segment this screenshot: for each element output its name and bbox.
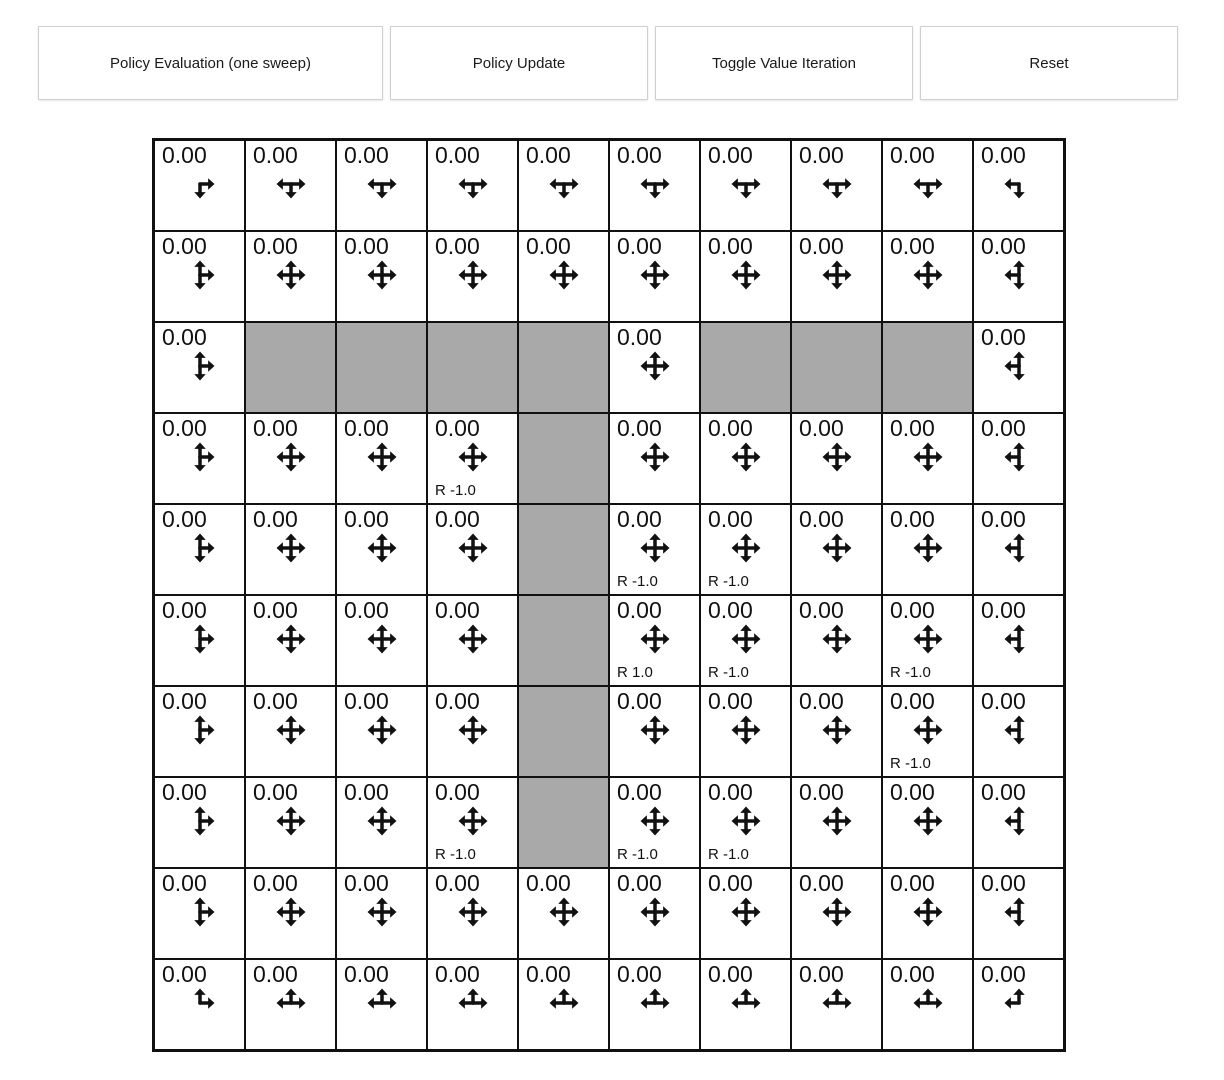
grid-cell	[245, 140, 336, 231]
grid-cell	[700, 504, 791, 595]
policy-arrows-icon	[458, 897, 488, 927]
grid-cell	[973, 322, 1064, 413]
grid-cell	[427, 686, 518, 777]
state-value: 0.00	[981, 233, 1026, 259]
state-value: 0.00	[435, 233, 480, 259]
grid-cell	[336, 231, 427, 322]
grid-cell	[609, 868, 700, 959]
state-value: 0.00	[890, 415, 935, 441]
grid-cell	[609, 504, 700, 595]
grid-cell	[882, 595, 973, 686]
state-value: 0.00	[162, 597, 207, 623]
reward-label: R -1.0	[617, 573, 658, 590]
grid-cell	[154, 322, 245, 413]
grid-cell	[245, 959, 336, 1050]
state-value: 0.00	[708, 415, 753, 441]
wall-cell	[882, 322, 973, 413]
grid-cell	[154, 868, 245, 959]
policy-arrows-icon	[640, 897, 670, 927]
grid-cell	[609, 686, 700, 777]
policy-arrows-icon	[640, 715, 670, 745]
grid-cell	[609, 231, 700, 322]
policy-arrows-icon	[913, 624, 943, 654]
state-value: 0.00	[708, 506, 753, 532]
toggle-value-iteration-button[interactable]: Toggle Value Iteration	[655, 26, 913, 100]
policy-arrows-icon	[367, 897, 397, 927]
policy-arrows-icon	[640, 351, 670, 381]
grid-cell	[609, 777, 700, 868]
policy-arrows-icon	[731, 806, 761, 836]
policy-arrows-icon	[367, 169, 397, 199]
state-value: 0.00	[799, 233, 844, 259]
state-value: 0.00	[344, 961, 389, 987]
wall-cell	[700, 322, 791, 413]
state-value: 0.00	[344, 870, 389, 896]
state-value: 0.00	[344, 779, 389, 805]
grid-cell	[973, 504, 1064, 595]
wall-cell	[518, 504, 609, 595]
state-value: 0.00	[253, 597, 298, 623]
policy-arrows-icon	[1004, 533, 1034, 563]
policy-arrows-icon	[276, 624, 306, 654]
state-value: 0.00	[435, 688, 480, 714]
policy-arrows-icon	[458, 533, 488, 563]
state-value: 0.00	[799, 506, 844, 532]
grid-cell	[336, 959, 427, 1050]
policy-arrows-icon	[913, 988, 943, 1018]
state-value: 0.00	[435, 597, 480, 623]
grid-cell	[427, 777, 518, 868]
grid-cell	[791, 868, 882, 959]
state-value: 0.00	[162, 142, 207, 168]
policy-arrows-icon	[185, 169, 215, 199]
state-value: 0.00	[708, 142, 753, 168]
grid-cell	[245, 231, 336, 322]
state-value: 0.00	[890, 142, 935, 168]
state-value: 0.00	[253, 870, 298, 896]
wall-cell	[336, 322, 427, 413]
policy-arrows-icon	[822, 988, 852, 1018]
policy-arrows-icon	[913, 442, 943, 472]
state-value: 0.00	[617, 415, 662, 441]
policy-arrows-icon	[1004, 351, 1034, 381]
reward-label: R -1.0	[617, 846, 658, 863]
policy-arrows-icon	[458, 715, 488, 745]
state-value: 0.00	[617, 142, 662, 168]
state-value: 0.00	[617, 324, 662, 350]
grid-cell	[700, 595, 791, 686]
state-value: 0.00	[253, 142, 298, 168]
policy-arrows-icon	[185, 897, 215, 927]
state-value: 0.00	[617, 961, 662, 987]
policy-arrows-icon	[185, 260, 215, 290]
state-value: 0.00	[799, 779, 844, 805]
grid-cell	[882, 868, 973, 959]
state-value: 0.00	[799, 961, 844, 987]
reward-label: R -1.0	[708, 573, 749, 590]
grid-cell	[336, 868, 427, 959]
reward-label: R 1.0	[617, 664, 653, 681]
state-value: 0.00	[981, 779, 1026, 805]
policy-arrows-icon	[276, 988, 306, 1018]
state-value: 0.00	[435, 870, 480, 896]
policy-arrows-icon	[276, 715, 306, 745]
state-value: 0.00	[617, 233, 662, 259]
policy-arrows-icon	[276, 260, 306, 290]
grid-cell	[154, 413, 245, 504]
state-value: 0.00	[890, 779, 935, 805]
grid-cell	[791, 504, 882, 595]
reward-label: R -1.0	[708, 846, 749, 863]
policy-arrows-icon	[185, 442, 215, 472]
wall-cell	[245, 322, 336, 413]
state-value: 0.00	[162, 779, 207, 805]
grid-cell	[154, 504, 245, 595]
grid-cell	[245, 413, 336, 504]
grid-cell	[973, 595, 1064, 686]
policy-arrows-icon	[458, 169, 488, 199]
state-value: 0.00	[890, 870, 935, 896]
policy-arrows-icon	[1004, 897, 1034, 927]
grid-cell	[973, 140, 1064, 231]
state-value: 0.00	[435, 506, 480, 532]
policy-arrows-icon	[458, 260, 488, 290]
policy-arrows-icon	[640, 442, 670, 472]
state-value: 0.00	[617, 779, 662, 805]
grid-cell	[700, 959, 791, 1050]
wall-cell	[791, 322, 882, 413]
grid-cell	[700, 231, 791, 322]
grid-cell	[427, 504, 518, 595]
policy-arrows-icon	[549, 260, 579, 290]
reset-button[interactable]: Reset	[920, 26, 1178, 100]
policy-arrows-icon	[185, 806, 215, 836]
policy-update-button[interactable]: Policy Update	[390, 26, 648, 100]
grid-cell	[245, 504, 336, 595]
grid-cell	[336, 595, 427, 686]
state-value: 0.00	[344, 506, 389, 532]
grid-cell	[882, 777, 973, 868]
policy-arrows-icon	[185, 351, 215, 381]
grid-cell	[427, 413, 518, 504]
grid-cell	[154, 777, 245, 868]
state-value: 0.00	[162, 415, 207, 441]
policy-arrows-icon	[276, 897, 306, 927]
grid-cell	[700, 777, 791, 868]
grid-cell	[518, 140, 609, 231]
grid-cell	[791, 595, 882, 686]
policy-evaluation-button[interactable]: Policy Evaluation (one sweep)	[38, 26, 383, 100]
grid-cell	[427, 140, 518, 231]
policy-arrows-icon	[640, 260, 670, 290]
wall-cell	[427, 322, 518, 413]
state-value: 0.00	[708, 597, 753, 623]
grid-cell	[973, 959, 1064, 1050]
policy-arrows-icon	[822, 715, 852, 745]
wall-cell	[518, 322, 609, 413]
state-value: 0.00	[708, 688, 753, 714]
state-value: 0.00	[344, 688, 389, 714]
policy-arrows-icon	[731, 988, 761, 1018]
policy-arrows-icon	[731, 897, 761, 927]
grid-cell	[336, 686, 427, 777]
policy-arrows-icon	[640, 988, 670, 1018]
toolbar	[38, 26, 1178, 100]
grid-cell	[700, 413, 791, 504]
state-value: 0.00	[253, 415, 298, 441]
grid-cell	[700, 686, 791, 777]
grid-cell	[518, 231, 609, 322]
policy-arrows-icon	[913, 169, 943, 199]
state-value: 0.00	[253, 233, 298, 259]
grid-cell	[791, 231, 882, 322]
state-value: 0.00	[799, 415, 844, 441]
state-value: 0.00	[344, 233, 389, 259]
grid-cell	[882, 231, 973, 322]
state-value: 0.00	[617, 870, 662, 896]
state-value: 0.00	[617, 688, 662, 714]
policy-arrows-icon	[367, 715, 397, 745]
grid-cell	[973, 868, 1064, 959]
policy-arrows-icon	[185, 715, 215, 745]
policy-arrows-icon	[822, 260, 852, 290]
policy-arrows-icon	[731, 715, 761, 745]
policy-arrows-icon	[1004, 988, 1034, 1018]
state-value: 0.00	[981, 870, 1026, 896]
state-value: 0.00	[890, 688, 935, 714]
state-value: 0.00	[981, 142, 1026, 168]
reward-label: R -1.0	[435, 846, 476, 863]
grid-cell	[336, 777, 427, 868]
policy-arrows-icon	[640, 624, 670, 654]
policy-arrows-icon	[185, 988, 215, 1018]
state-value: 0.00	[162, 506, 207, 532]
grid-cell	[973, 777, 1064, 868]
state-value: 0.00	[162, 324, 207, 350]
policy-arrows-icon	[731, 260, 761, 290]
state-value: 0.00	[890, 506, 935, 532]
wall-cell	[518, 595, 609, 686]
grid-cell	[336, 413, 427, 504]
grid-cell	[154, 686, 245, 777]
grid-cell	[882, 504, 973, 595]
grid-cell	[427, 231, 518, 322]
policy-arrows-icon	[731, 624, 761, 654]
policy-arrows-icon	[640, 533, 670, 563]
reward-label: R -1.0	[435, 482, 476, 499]
grid-cell	[609, 959, 700, 1050]
grid-cell	[427, 959, 518, 1050]
policy-arrows-icon	[276, 806, 306, 836]
state-value: 0.00	[162, 961, 207, 987]
policy-arrows-icon	[458, 806, 488, 836]
grid-cell	[154, 140, 245, 231]
grid-cell	[154, 231, 245, 322]
grid-cell	[882, 686, 973, 777]
state-value: 0.00	[435, 779, 480, 805]
state-value: 0.00	[708, 233, 753, 259]
policy-arrows-icon	[185, 533, 215, 563]
wall-cell	[518, 413, 609, 504]
state-value: 0.00	[526, 870, 571, 896]
state-value: 0.00	[981, 415, 1026, 441]
state-value: 0.00	[981, 688, 1026, 714]
policy-arrows-icon	[1004, 260, 1034, 290]
state-value: 0.00	[799, 870, 844, 896]
policy-arrows-icon	[1004, 442, 1034, 472]
grid-cell	[609, 140, 700, 231]
policy-arrows-icon	[458, 624, 488, 654]
policy-arrows-icon	[822, 624, 852, 654]
policy-arrows-icon	[367, 442, 397, 472]
grid-cell	[245, 595, 336, 686]
policy-arrows-icon	[731, 169, 761, 199]
grid-cell	[882, 959, 973, 1050]
grid-cell	[700, 140, 791, 231]
policy-arrows-icon	[822, 897, 852, 927]
state-value: 0.00	[708, 779, 753, 805]
policy-arrows-icon	[458, 988, 488, 1018]
state-value: 0.00	[253, 961, 298, 987]
grid-cell	[882, 140, 973, 231]
policy-arrows-icon	[549, 169, 579, 199]
policy-arrows-icon	[185, 624, 215, 654]
grid-cell	[609, 595, 700, 686]
grid-cell	[427, 595, 518, 686]
policy-arrows-icon	[367, 533, 397, 563]
grid-cell	[154, 595, 245, 686]
grid-cell	[518, 868, 609, 959]
grid-cell	[609, 413, 700, 504]
policy-arrows-icon	[1004, 806, 1034, 836]
state-value: 0.00	[708, 870, 753, 896]
state-value: 0.00	[981, 324, 1026, 350]
state-value: 0.00	[253, 688, 298, 714]
reward-label: R -1.0	[890, 755, 931, 772]
policy-arrows-icon	[276, 169, 306, 199]
state-value: 0.00	[708, 961, 753, 987]
grid-cell	[427, 868, 518, 959]
gridworld	[152, 138, 1066, 1052]
grid-cell	[973, 686, 1064, 777]
grid-cell	[973, 413, 1064, 504]
state-value: 0.00	[435, 415, 480, 441]
grid-cell	[245, 686, 336, 777]
policy-arrows-icon	[367, 806, 397, 836]
grid-cell	[791, 686, 882, 777]
state-value: 0.00	[799, 142, 844, 168]
wall-cell	[518, 777, 609, 868]
reward-label: R -1.0	[890, 664, 931, 681]
state-value: 0.00	[162, 688, 207, 714]
state-value: 0.00	[981, 597, 1026, 623]
state-value: 0.00	[890, 233, 935, 259]
grid-cell	[791, 140, 882, 231]
reward-label: R -1.0	[708, 664, 749, 681]
grid-cell	[791, 777, 882, 868]
policy-arrows-icon	[640, 806, 670, 836]
state-value: 0.00	[162, 233, 207, 259]
state-value: 0.00	[344, 142, 389, 168]
state-value: 0.00	[253, 779, 298, 805]
state-value: 0.00	[253, 506, 298, 532]
policy-arrows-icon	[822, 442, 852, 472]
state-value: 0.00	[344, 597, 389, 623]
policy-arrows-icon	[731, 533, 761, 563]
policy-arrows-icon	[1004, 624, 1034, 654]
policy-arrows-icon	[458, 442, 488, 472]
state-value: 0.00	[890, 597, 935, 623]
policy-arrows-icon	[367, 988, 397, 1018]
state-value: 0.00	[799, 688, 844, 714]
grid-cell	[973, 231, 1064, 322]
policy-arrows-icon	[913, 533, 943, 563]
policy-arrows-icon	[276, 442, 306, 472]
policy-arrows-icon	[276, 533, 306, 563]
policy-arrows-icon	[367, 624, 397, 654]
policy-arrows-icon	[640, 169, 670, 199]
grid-cell	[154, 959, 245, 1050]
state-value: 0.00	[526, 142, 571, 168]
grid-cell	[882, 413, 973, 504]
policy-arrows-icon	[913, 715, 943, 745]
grid-cell	[518, 959, 609, 1050]
policy-arrows-icon	[913, 806, 943, 836]
state-value: 0.00	[344, 415, 389, 441]
grid-cell	[245, 868, 336, 959]
state-value: 0.00	[617, 597, 662, 623]
state-value: 0.00	[526, 961, 571, 987]
state-value: 0.00	[526, 233, 571, 259]
policy-arrows-icon	[913, 260, 943, 290]
grid-cell	[245, 777, 336, 868]
state-value: 0.00	[435, 142, 480, 168]
state-value: 0.00	[890, 961, 935, 987]
policy-arrows-icon	[549, 988, 579, 1018]
grid-cell	[700, 868, 791, 959]
grid-cell	[791, 413, 882, 504]
policy-arrows-icon	[731, 442, 761, 472]
grid-cell	[791, 959, 882, 1050]
policy-arrows-icon	[1004, 169, 1034, 199]
state-value: 0.00	[617, 506, 662, 532]
policy-arrows-icon	[822, 169, 852, 199]
policy-arrows-icon	[1004, 715, 1034, 745]
policy-arrows-icon	[549, 897, 579, 927]
state-value: 0.00	[435, 961, 480, 987]
grid-cell	[609, 322, 700, 413]
policy-arrows-icon	[822, 533, 852, 563]
wall-cell	[518, 686, 609, 777]
state-value: 0.00	[981, 506, 1026, 532]
state-value: 0.00	[162, 870, 207, 896]
policy-arrows-icon	[822, 806, 852, 836]
state-value: 0.00	[799, 597, 844, 623]
policy-arrows-icon	[367, 260, 397, 290]
grid-cell	[336, 140, 427, 231]
grid-cell	[336, 504, 427, 595]
state-value: 0.00	[981, 961, 1026, 987]
policy-arrows-icon	[913, 897, 943, 927]
